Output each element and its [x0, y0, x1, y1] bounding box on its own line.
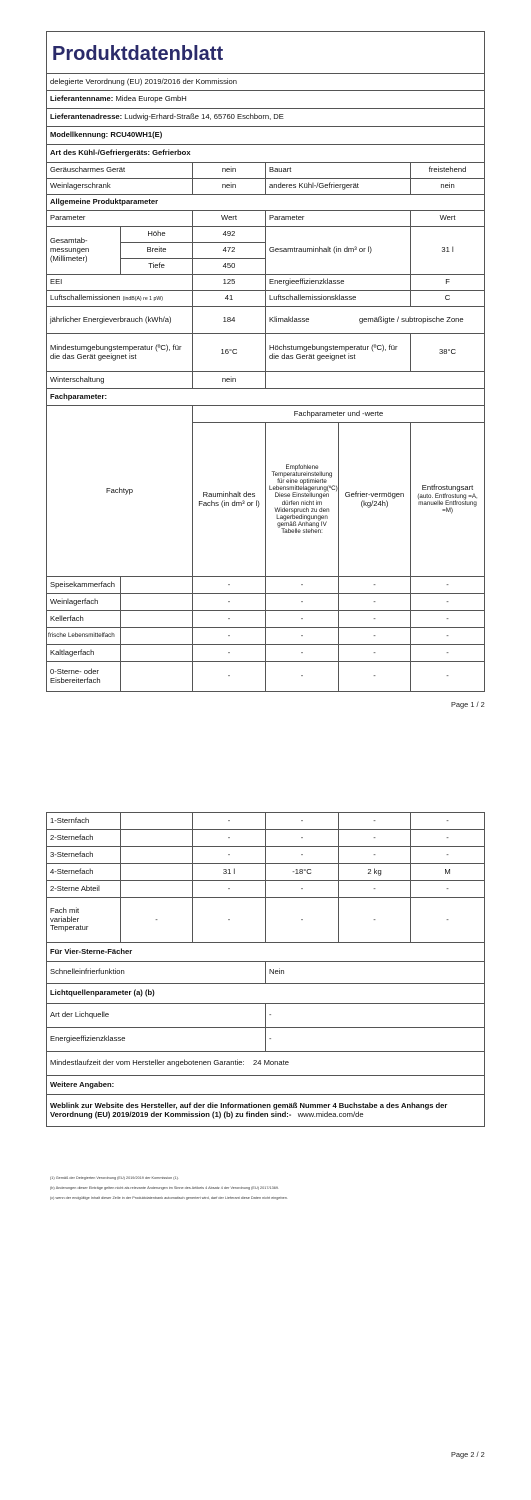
row-value: -: [339, 813, 411, 830]
row-name: Kellerfach: [47, 611, 121, 628]
row-extra: [121, 830, 193, 847]
climate-class-label: Klimaklasse: [266, 307, 339, 334]
row-extra: [121, 628, 193, 645]
row-value: -: [339, 628, 411, 645]
weblink-url[interactable]: www.midea.com/de: [297, 1109, 364, 1119]
row-value: -: [411, 813, 485, 830]
row-value: -: [411, 881, 485, 898]
width-value: 472: [193, 243, 266, 259]
footnote: (1) Gemäß der Delegierten Verordnung (EU) 2019/2019 der Kommission (1).: [50, 1176, 179, 1180]
row-value: -: [411, 847, 485, 864]
warranty-value: 24 Monate: [253, 1058, 289, 1068]
bauart-value: freistehend: [411, 163, 485, 179]
width-label: Breite: [121, 243, 193, 259]
row-extra: [121, 847, 193, 864]
energy-class-label: Energieeffizienzklasse: [266, 275, 411, 291]
row-value: -: [266, 577, 339, 594]
depth-value: 450: [193, 259, 266, 275]
table-row: [47, 898, 485, 943]
general-params-heading: Allgemeine Produktparameter: [47, 195, 485, 211]
page-number-1: Page 1 / 2: [451, 700, 485, 709]
row-extra: [121, 813, 193, 830]
row-value: -: [193, 662, 266, 692]
address-label: Lieferantenadresse:: [50, 112, 123, 122]
light-type-value: -: [266, 1004, 485, 1028]
table-row: [47, 662, 485, 692]
row-name: Kaltlagerfach: [47, 645, 121, 662]
address-value: Ludwig-Erhard-Straße 14, 65760 Eschborn, DE: [124, 112, 284, 122]
row-value: -: [339, 645, 411, 662]
supplier-name-row: [47, 91, 485, 109]
noise-class-label: Luftschallemissionsklasse: [266, 291, 411, 307]
supplier-value: Midea Europe GmbH: [115, 94, 187, 104]
row-extra: [121, 645, 193, 662]
winter-label: Winterschaltung: [47, 372, 193, 389]
table-row: [47, 830, 485, 847]
table-row: [47, 594, 485, 611]
row-extra: [121, 577, 193, 594]
fach-params-heading: Fachparameter:: [47, 389, 485, 406]
quickfreeze-label: Schnelleinfrierfunktion: [47, 962, 266, 984]
other-appliance-label: anderes Kühl-/Gefriergerät: [266, 179, 411, 195]
model-row: [47, 127, 485, 145]
row-value: -: [266, 611, 339, 628]
table-row: [47, 847, 485, 864]
volume-value: 31 l: [411, 227, 485, 275]
row-value: -: [193, 881, 266, 898]
row-name: 3-Sternefach: [47, 847, 121, 864]
wine-label: Weinlagerschrank: [47, 179, 193, 195]
noise-emission-label: [47, 291, 193, 307]
row-value: -: [411, 594, 485, 611]
row-value: -: [193, 645, 266, 662]
param-header-1: Parameter: [47, 211, 193, 227]
regulation-text: delegierte Verordnung (EU) 2019/2016 der Kommission: [47, 74, 485, 91]
footnote: (c) wenn der endgültige Inhalt dieser Zelle in der Produktdatenbank automatisch generiert wird, darf der Lieferant diese Daten nicht eingeben.: [50, 1196, 288, 1200]
model-value: RCU40WH1(E): [110, 130, 163, 140]
bauart-label: Bauart: [266, 163, 411, 179]
row-value: -: [266, 847, 339, 864]
row-value: -: [266, 830, 339, 847]
row-value: -: [339, 611, 411, 628]
energy-consumption-label: jährlicher Energieverbrauch (kWh/a): [47, 307, 193, 334]
max-temp-label: Höchstumgebungstemperatur (ºC), für die das Gerät geeignet ist: [266, 334, 411, 372]
min-temp-value: 16°C: [193, 334, 266, 372]
warranty-row: [47, 1052, 485, 1076]
light-type-label: Art der Lichquelle: [47, 1004, 266, 1028]
row-value: -: [266, 881, 339, 898]
defrost-column-header: [411, 423, 485, 577]
row-value: 31 l: [193, 864, 266, 881]
other-appliance-value: nein: [411, 179, 485, 195]
row-value: -: [266, 813, 339, 830]
four-star-heading: Für Vier-Sterne-Fächer: [47, 943, 485, 962]
row-value: -: [411, 645, 485, 662]
depth-label: Tiefe: [121, 259, 193, 275]
row-extra: -: [121, 898, 193, 943]
value-header-1: Wert: [193, 211, 266, 227]
freeze-capacity-column-header: Gefrier-vermögen (kg/24h): [339, 423, 411, 577]
row-value: -: [411, 611, 485, 628]
variable-temp-name: Fach mit variabler Temperatur: [47, 898, 121, 943]
row-name: 4-Sternefach: [47, 864, 121, 881]
row-name: frische Lebensmittelfach: [47, 628, 121, 645]
row-value: -: [266, 594, 339, 611]
row-value: -: [339, 881, 411, 898]
row-name: 1-Sternfach: [47, 813, 121, 830]
table-row: [47, 628, 485, 645]
fachtyp-header: Fachtyp: [47, 406, 193, 577]
table-row: [47, 864, 485, 881]
table-row: [47, 645, 485, 662]
row-value: -: [411, 898, 485, 943]
supplier-label: Lieferantenname:: [50, 94, 114, 104]
energy-class-value: F: [411, 275, 485, 291]
climate-class-value: gemäßigte / subtropische Zone: [339, 307, 485, 334]
row-name: Weinlagerfach: [47, 594, 121, 611]
volume-label: Gesamtrauminhalt (in dm³ or l): [266, 227, 411, 275]
row-extra: [121, 611, 193, 628]
winter-empty: [266, 372, 485, 389]
row-extra: [121, 864, 193, 881]
row-value: M: [411, 864, 485, 881]
row-value: -: [411, 830, 485, 847]
row-value: -: [193, 898, 266, 943]
row-value: -: [339, 594, 411, 611]
row-name: 2-Sterne Abteil: [47, 881, 121, 898]
temperature-column-header: Empfohlene Temperatureinstellung für eine optimierte Lebensmittelagerung(ºC) Diese Einstellungen dürfen nicht im Widerspruch zu den Lagerbedingungen gemäß Anhang IV Tabelle stehen:: [266, 423, 339, 577]
page-number-2: Page 2 / 2: [451, 1450, 485, 1459]
type-label: Art des Kühl-/Gefriergeräts:: [50, 148, 151, 158]
row-value: -: [339, 577, 411, 594]
row-value: -: [339, 830, 411, 847]
height-label: Höhe: [121, 227, 193, 243]
row-value: -: [411, 662, 485, 692]
datasheet-table-page2: [46, 812, 485, 1127]
dimensions-label: Gesamtab-messungen (Millimeter): [47, 227, 121, 275]
min-temp-label: Mindestumgebungstemperatur (ºC), für die das Gerät geeignet ist: [47, 334, 193, 372]
footnote: (b) Änderungen dieser Einträge gelten nicht als relevante Änderungen im Sinne des Artikels 4 Absatz 4 der Verordnung (EU) 2017/1369.: [50, 1186, 280, 1190]
row-value: -: [193, 847, 266, 864]
param-header-2: Parameter: [266, 211, 411, 227]
row-value: -: [193, 611, 266, 628]
row-extra: [121, 881, 193, 898]
noise-class-value: C: [411, 291, 485, 307]
row-value: -: [193, 577, 266, 594]
type-value: Gefrierbox: [152, 148, 191, 158]
row-value: -: [266, 645, 339, 662]
row-value: -: [339, 847, 411, 864]
value-header-2: Wert: [411, 211, 485, 227]
row-value: -: [266, 628, 339, 645]
row-value: -: [266, 662, 339, 692]
table-row: [47, 813, 485, 830]
noise-emission-value: 41: [193, 291, 266, 307]
row-value: -: [339, 662, 411, 692]
model-label: Modellkennung:: [50, 130, 109, 140]
row-name: 0-Sterne- oder Eisbereiterfach: [47, 662, 121, 692]
row-value: -: [193, 830, 266, 847]
row-value: -: [339, 898, 411, 943]
row-name: Speisekammerfach: [47, 577, 121, 594]
light-class-label: Energieeffizienzklasse: [47, 1028, 266, 1052]
table-row: [47, 577, 485, 594]
supplier-address-row: [47, 109, 485, 127]
table-row: [47, 881, 485, 898]
row-value: -: [266, 898, 339, 943]
row-extra: [121, 594, 193, 611]
light-params-heading: Lichtquellenparameter (a) (b): [47, 984, 485, 1004]
datasheet-table-page1: [46, 31, 485, 692]
row-value: -: [411, 628, 485, 645]
volume-column-header: Rauminhalt des Fachs (in dm³ or l): [193, 423, 266, 577]
max-temp-value: 38°C: [411, 334, 485, 372]
fach-params-values-header: Fachparameter und -werte: [193, 406, 485, 423]
row-extra: [121, 662, 193, 692]
weblink-row: [47, 1095, 485, 1127]
row-value: -: [193, 813, 266, 830]
energy-consumption-value: 184: [193, 307, 266, 334]
weblink-text: Weblink zur Website des Hersteller, auf der die Informationen gemäß Nummer 4 Buchstabe a des Anhangs der Verordnung (EU) 2019/2019 der Kommission (1) (b) zu finden sind:-: [50, 1100, 448, 1119]
appliance-type-row: [47, 145, 485, 163]
height-value: 492: [193, 227, 266, 243]
row-value: -18°C: [266, 864, 339, 881]
winter-value: nein: [193, 372, 266, 389]
table-row: [47, 611, 485, 628]
wine-value: nein: [193, 179, 266, 195]
further-info-heading: Weitere Angaben:: [47, 1076, 485, 1095]
noise-value: nein: [193, 163, 266, 179]
noise-emission-unit: (indB(A) re 1 pW): [122, 296, 163, 303]
eei-label: EEI: [47, 275, 193, 291]
noise-emission-text: Luftschallemissionen: [50, 293, 121, 303]
defrost-subtitle: (auto. Entfrostung =A, manuelle Entfrostung =M): [417, 493, 478, 515]
defrost-title: Entfrostungsart: [421, 483, 474, 493]
row-value: -: [193, 594, 266, 611]
page-title: Produktdatenblatt: [47, 32, 485, 74]
light-class-value: -: [266, 1028, 485, 1052]
warranty-label: Mindestlaufzeit der vom Hersteller angebotenen Garantie:: [50, 1058, 245, 1068]
row-value: 2 kg: [339, 864, 411, 881]
noise-label: Geräuscharmes Gerät: [47, 163, 193, 179]
row-name: 2-Sternefach: [47, 830, 121, 847]
eei-value: 125: [193, 275, 266, 291]
row-value: -: [193, 628, 266, 645]
quickfreeze-value: Nein: [266, 962, 485, 984]
row-value: -: [411, 577, 485, 594]
